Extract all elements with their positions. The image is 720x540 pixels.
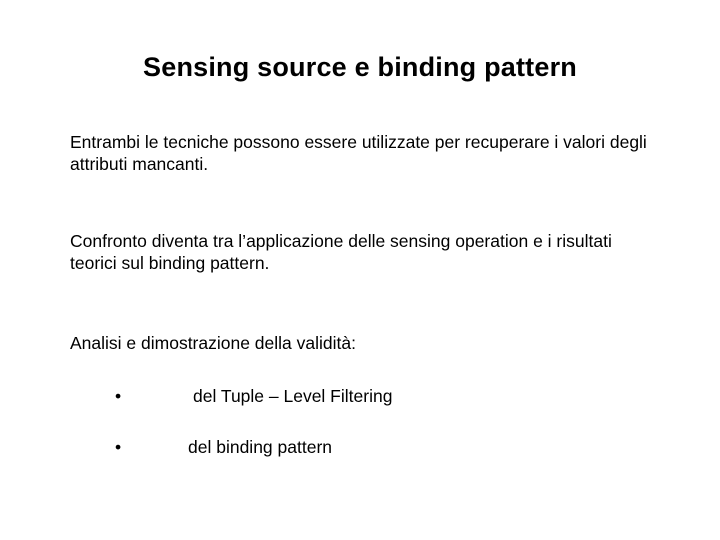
bullet-marker: • — [115, 437, 122, 457]
slide-title: Sensing source e binding pattern — [143, 52, 577, 82]
bullet-marker: • — [115, 386, 122, 406]
bullet-item-tuple-level-filtering: del Tuple – Level Filtering — [193, 386, 393, 406]
paragraph-analysis: Analisi e dimostrazione della validità: — [70, 333, 356, 353]
paragraph-comparison: Confronto diventa tra l’applicazione delle sensing operation e i risultati teorici sul binding pattern. — [70, 231, 612, 273]
paragraph-techniques: Entrambi le tecniche possono essere utilizzate per recuperare i valori degli attributi mancanti. — [70, 132, 647, 174]
bullet-item-binding-pattern: del binding pattern — [188, 437, 332, 457]
